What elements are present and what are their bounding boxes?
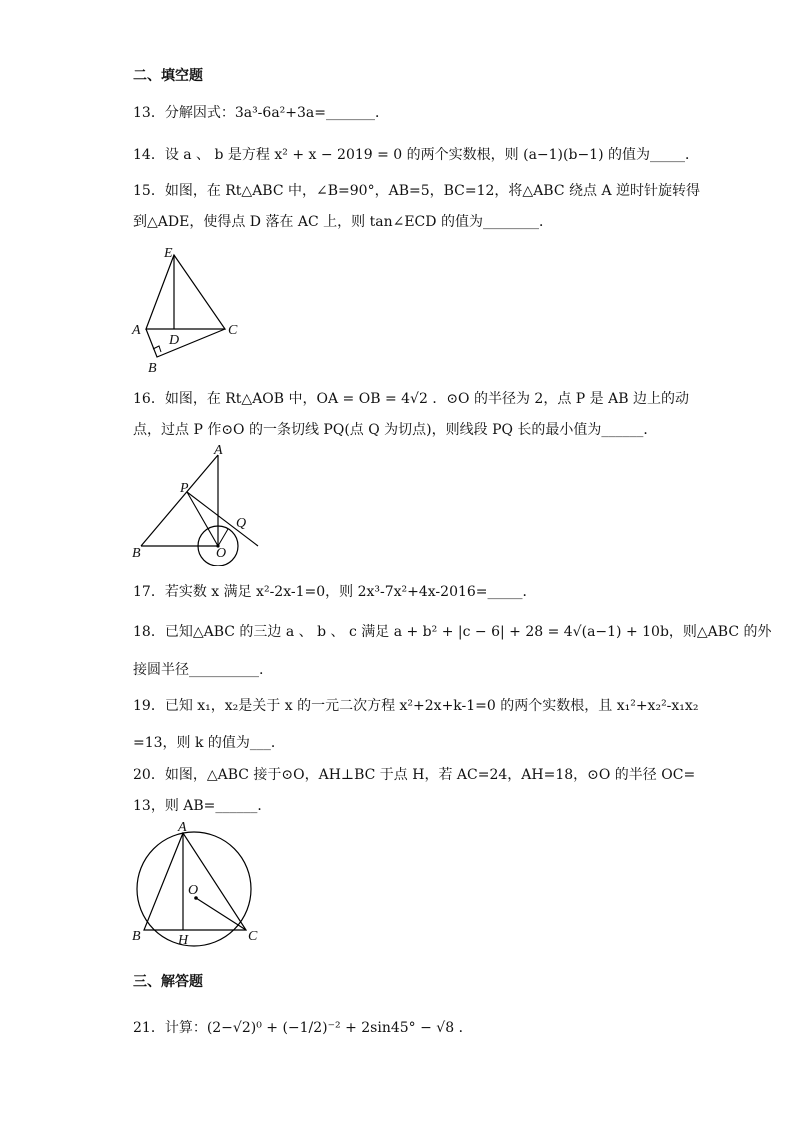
question-18-line-1: 18．已知△ABC 的三边 a 、 b 、 c 满足 a + b² + |c − 6| + 28 = 4√(a−1) + 10b，则△ABC 的外 <box>133 624 772 640</box>
question-16-line-1: 16．如图，在 Rt△AOB 中，OA = OB = 4√2 ．⊙O 的半径为 2，点 P 是 AB 边上的动 <box>133 391 689 407</box>
question-21: 21．计算：(2−√2)⁰ + (−1/2)⁻² + 2sin45° − √8 ． <box>133 1020 473 1036</box>
label-B: B <box>132 546 141 561</box>
question-20-line-2: 13，则 AB=______． <box>133 798 272 814</box>
question-20-line-1: 20．如图，△ABC 接于⊙O，AH⊥BC 于点 H，若 AC=24，AH=18，⊙O 的半径 OC= <box>133 767 696 783</box>
label-H: H <box>178 933 189 948</box>
section-answer-title: 三、解答题 <box>133 974 203 990</box>
label-P: P <box>180 481 189 496</box>
label-O: O <box>188 883 199 898</box>
question-18-line-2: 接圆半径__________. <box>133 662 264 678</box>
figure-q16-triangle-circle <box>128 444 268 566</box>
question-19-line-1: 19．已知 x₁，x₂是关于 x 的一元二次方程 x²+2x+k-1=0 的两个实数根，且 x₁²+x₂²-x₁x₂ <box>133 698 699 714</box>
label-D: D <box>169 333 180 348</box>
question-14: 14．设 a 、 b 是方程 x² + x − 2019 = 0 的两个实数根，则 (a−1)(b−1) 的值为_____． <box>133 147 699 163</box>
label-C: C <box>228 323 238 338</box>
label-B: B <box>132 929 141 944</box>
label-C: C <box>248 929 258 944</box>
label-E: E <box>164 246 173 261</box>
label-A: A <box>214 444 223 458</box>
label-Q: Q <box>236 516 247 531</box>
question-16-line-2: 点，过点 P 作⊙O 的一条切线 PQ(点 Q 为切点)，则线段 PQ 长的最小值为______． <box>133 422 658 438</box>
label-A: A <box>178 820 187 835</box>
question-13: 13．分解因式：3a³-6a²+3a=_______． <box>133 105 389 121</box>
question-19-line-2: =13，则 k 的值为___． <box>133 735 285 751</box>
question-17: 17．若实数 x 满足 x²-2x-1=0，则 2x³-7x²+4x-2016=_____． <box>133 584 537 600</box>
label-O: O <box>216 546 227 561</box>
label-A: A <box>132 323 141 338</box>
label-B: B <box>148 361 157 376</box>
question-15-line-1: 15．如图，在 Rt△ABC 中，∠B=90°，AB=5，BC=12，将△ABC 绕点 A 逆时针旋转得 <box>133 183 701 199</box>
section-fill-in-title: 二、填空题 <box>133 68 203 84</box>
figure-q20-circle-triangle <box>128 820 278 950</box>
figure-q15-triangle <box>128 240 258 376</box>
question-15-line-2: 到△ADE，使得点 D 落在 AC 上，则 tan∠ECD 的值为________． <box>133 214 553 230</box>
